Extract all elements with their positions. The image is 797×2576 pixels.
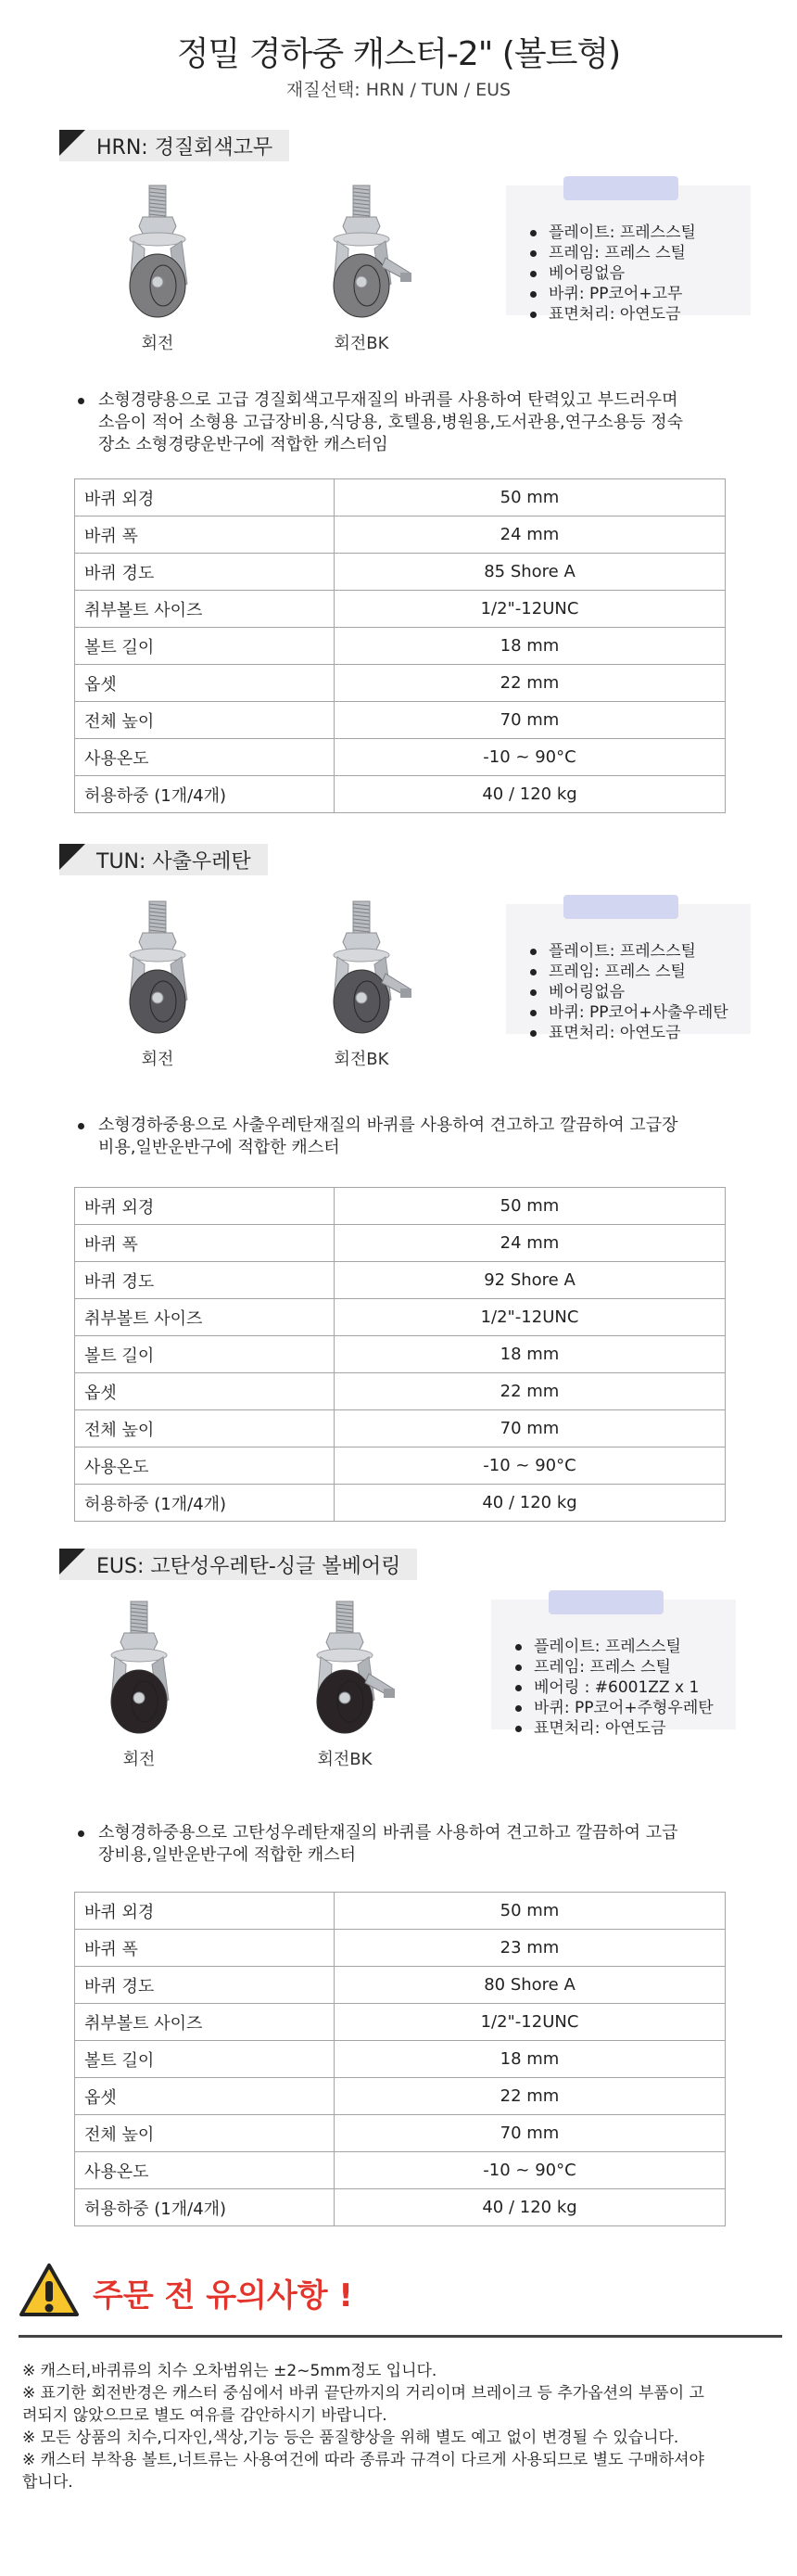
spec-key: 허용하중 (1개/4개) [75,2189,335,2226]
material-options: 재질선택: HRN / TUN / EUS [285,80,512,100]
spec-value: 92 Shore A [335,1262,726,1299]
spec-summary-item: 플레이트: 프레스스틸 [512,1637,714,1657]
spec-key: 전체 높이 [75,1410,335,1447]
spec-summary-item: 베어링없음 [526,982,728,1002]
spec-key: 허용하중 (1개/4개) [75,776,335,813]
caster-swivel-image [83,1600,195,1770]
caster-section [0,1549,797,2253]
table-row [75,2189,726,2226]
product-description [74,1822,723,1867]
spec-key: 볼트 길이 [75,2041,335,2078]
description-line: 소형경하중용으로 사출우레탄재질의 바퀴를 사용하여 견고하고 깔끔하여 고급장 [98,1116,678,1135]
spec-key: 취부볼트 사이즈 [75,591,335,628]
spec-table [74,1892,726,2226]
spec-summary-item: 플레이트: 프레스스틸 [526,941,728,962]
spec-value: 40 / 120 kg [335,2189,726,2226]
caster-section [0,130,797,835]
spec-value: 23 mm [335,1930,726,1967]
spec-key: 바퀴 외경 [75,479,335,516]
spec-value: 50 mm [335,1188,726,1225]
notice-line: ※ 캐스터 부착용 볼트,너트류는 사용여건에 따라 종류과 규격이 다르게 사용되므로 별도 구매하셔야 [22,2451,704,2469]
caster-swivel-brake-image [289,1600,400,1770]
spec-value: 18 mm [335,1336,726,1373]
spec-value: 50 mm [335,479,726,516]
spec-key: 취부볼트 사이즈 [75,2004,335,2041]
box-tab-decoration [563,176,678,200]
spec-key: 허용하중 (1개/4개) [75,1485,335,1522]
notice-line: 합니다. [22,2473,73,2492]
spec-key: 바퀴 경도 [75,1967,335,2004]
table-row [75,665,726,702]
table-row [75,1930,726,1967]
spec-key: 취부볼트 사이즈 [75,1299,335,1336]
caster-icon [83,1600,195,1739]
notice-lines [22,2360,773,2493]
spec-summary-list [512,1637,714,1739]
description-line: 장비용,일반운반구에 적합한 캐스터 [98,1845,356,1865]
spec-summary-item: 프레임: 프레스 스틸 [526,243,696,263]
section-title: TUN: 사출우레탄 [96,849,251,874]
spec-summary-item: 바퀴: PP코어+사출우레탄 [526,1002,728,1023]
spec-summary-list [526,223,696,325]
spec-key: 바퀴 폭 [75,1930,335,1967]
table-row [75,776,726,813]
corner-triangle-icon [59,844,91,875]
spec-key: 바퀴 외경 [75,1893,335,1930]
caster-icon [102,899,213,1039]
spec-value: -10 ~ 90°C [335,739,726,776]
caster-swivel-image [102,184,213,354]
notice-line: ※ 캐스터,바퀴류의 치수 오차범위는 ±2~5mm정도 입니다. [22,2362,437,2380]
caster-brake-icon [306,899,417,1039]
table-row [75,1447,726,1485]
spec-value: 40 / 120 kg [335,1485,726,1522]
spec-key: 바퀴 외경 [75,1188,335,1225]
section-title: EUS: 고탄성우레탄-싱글 볼베어링 [96,1554,401,1578]
corner-triangle-icon [59,1549,91,1580]
spec-summary-box [506,904,751,1042]
spec-value: 1/2"-12UNC [335,1299,726,1336]
notice-line: 려되지 않았으므로 별도 여유를 감안하시기 바랍니다. [22,2406,387,2425]
spec-value: 70 mm [335,1410,726,1447]
page-title: 정밀 경하중 캐스터-2" (볼트형) [176,35,621,73]
spec-value: 22 mm [335,665,726,702]
notice-title: 주문 전 유의사항 ! [93,2277,353,2315]
table-row [75,2078,726,2115]
spec-key: 옵셋 [75,1373,335,1410]
spec-value: 24 mm [335,1225,726,1262]
spec-value: 70 mm [335,702,726,739]
table-row [75,1893,726,1930]
product-description [74,389,723,456]
spec-summary-item: 프레임: 프레스 스틸 [512,1657,714,1677]
spec-key: 전체 높이 [75,2115,335,2152]
spec-summary-box [506,185,751,324]
caster-icon [102,184,213,323]
notice-divider [19,2335,782,2338]
spec-key: 사용온도 [75,1447,335,1485]
table-row [75,1188,726,1225]
table-row [75,628,726,665]
section-header [59,130,289,161]
caster-section [0,844,797,1549]
product-caption: 회전 [141,334,174,353]
table-row [75,702,726,739]
spec-value: 1/2"-12UNC [335,2004,726,2041]
warning-icon [19,2263,80,2322]
spec-key: 사용온도 [75,2152,335,2189]
description-line: 비용,일반운반구에 적합한 캐스터 [98,1138,340,1157]
table-row [75,1262,726,1299]
description-line: 장소 소형경량운반구에 적합한 캐스터임 [98,435,388,454]
spec-summary-item: 베어링없음 [526,263,696,284]
product-caption: 회전BK [334,1050,389,1069]
caster-swivel-brake-image [306,899,417,1070]
table-row [75,1967,726,2004]
spec-key: 전체 높이 [75,702,335,739]
table-row [75,479,726,516]
product-caption: 회전BK [317,1750,373,1769]
product-description [74,1115,723,1159]
caster-brake-icon [306,184,417,323]
spec-key: 바퀴 폭 [75,1225,335,1262]
product-caption: 회전 [122,1750,156,1769]
table-row [75,1225,726,1262]
table-row [75,739,726,776]
spec-value: 85 Shore A [335,554,726,591]
box-tab-decoration [549,1590,664,1614]
description-line: 소형경량용으로 고급 경질회색고무재질의 바퀴를 사용하여 탄력있고 부드러우며 [98,390,678,410]
spec-value: 40 / 120 kg [335,776,726,813]
notice-line: ※ 표기한 회전반경은 캐스터 중심에서 바퀴 끝단까지의 거리이며 브레이크 등 추가옵션의 부품이 고 [22,2384,704,2403]
caster-brake-icon [289,1600,400,1739]
spec-key: 옵셋 [75,2078,335,2115]
caster-swivel-image [102,899,213,1070]
section-title: HRN: 경질회색고무 [96,135,273,159]
spec-key: 옵셋 [75,665,335,702]
table-row [75,2041,726,2078]
table-row [75,554,726,591]
spec-value: 18 mm [335,2041,726,2078]
section-header [59,844,268,875]
spec-value: 22 mm [335,2078,726,2115]
corner-triangle-icon [59,130,91,161]
spec-value: 22 mm [335,1373,726,1410]
spec-summary-item: 바퀴: PP코어+주형우레탄 [512,1698,714,1718]
spec-value: 70 mm [335,2115,726,2152]
spec-value: 24 mm [335,516,726,554]
spec-value: -10 ~ 90°C [335,1447,726,1485]
spec-summary-item: 프레임: 프레스 스틸 [526,962,728,982]
table-row [75,1410,726,1447]
table-row [75,1373,726,1410]
product-caption: 회전BK [334,334,389,353]
spec-key: 바퀴 폭 [75,516,335,554]
spec-summary-item: 바퀴: PP코어+고무 [526,284,696,304]
spec-key: 볼트 길이 [75,628,335,665]
caster-swivel-brake-image [306,184,417,354]
spec-summary-item: 표면처리: 아연도금 [512,1718,714,1739]
table-row [75,1485,726,1522]
table-row [75,591,726,628]
box-tab-decoration [563,895,678,919]
spec-value: -10 ~ 90°C [335,2152,726,2189]
spec-key: 볼트 길이 [75,1336,335,1373]
table-row [75,1336,726,1373]
notice-line: ※ 모든 상품의 치수,디자인,색상,기능 등은 품질향상을 위해 별도 예고 없이 변경될 수 있습니다. [22,2429,679,2447]
spec-table [74,1187,726,1522]
spec-summary-item: 표면처리: 아연도금 [526,304,696,325]
spec-key: 바퀴 경도 [75,554,335,591]
spec-summary-item: 플레이트: 프레스스틸 [526,223,696,243]
spec-summary-item: 표면처리: 아연도금 [526,1023,728,1043]
section-header [59,1549,417,1580]
spec-table [74,478,726,813]
spec-key: 바퀴 경도 [75,1262,335,1299]
table-row [75,2115,726,2152]
description-line: 소형경하중용으로 고탄성우레탄재질의 바퀴를 사용하여 견고하고 깔끔하여 고급 [98,1823,678,1843]
spec-key: 사용온도 [75,739,335,776]
spec-summary-list [526,941,728,1043]
table-row [75,1299,726,1336]
table-row [75,2152,726,2189]
spec-value: 50 mm [335,1893,726,1930]
table-row [75,2004,726,2041]
spec-value: 18 mm [335,628,726,665]
table-row [75,516,726,554]
spec-value: 80 Shore A [335,1967,726,2004]
description-line: 소음이 적어 소형용 고급장비용,식당용, 호텔용,병원용,도서관용,연구소용등 정숙 [98,413,684,432]
spec-summary-item: 베어링 : #6001ZZ x 1 [512,1677,714,1698]
spec-value: 1/2"-12UNC [335,591,726,628]
product-caption: 회전 [141,1050,174,1069]
spec-summary-box [491,1600,736,1738]
